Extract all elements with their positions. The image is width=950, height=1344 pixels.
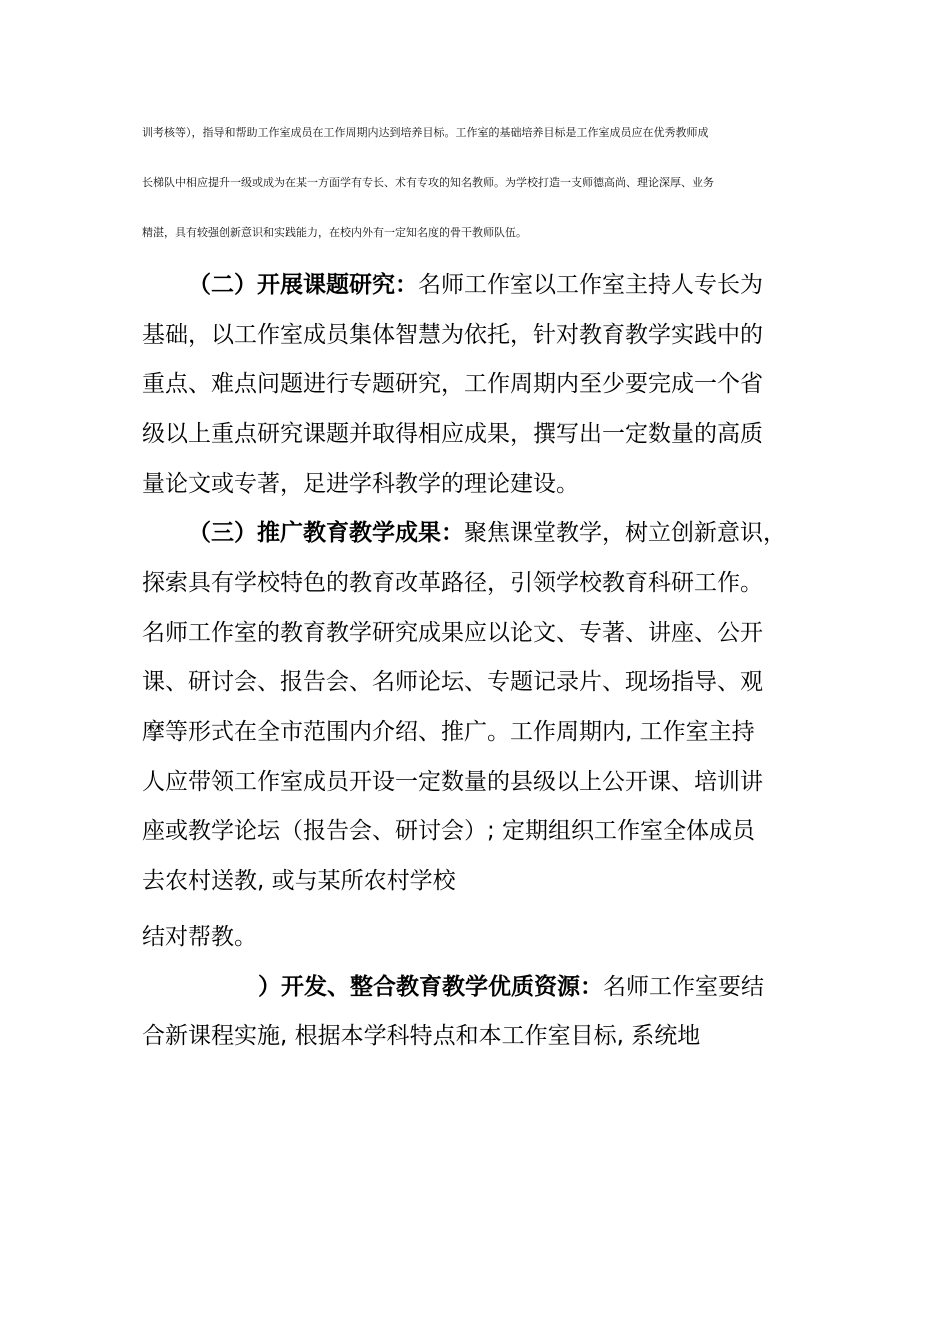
section-2-first-line (188, 270, 763, 300)
section-2-heading: （二）开展课题研究： (188, 272, 418, 298)
section-4-line-1: 名师工作室要结 (603, 974, 764, 1000)
section-3-line-4: 课、研讨会、报告会、名师论坛、专题记录片、现场指导、观 (142, 669, 763, 695)
section-3-line-2: 探索具有学校特色的教育改革路径，引领学校教育科研工作。 (142, 570, 763, 596)
section-3-line-3: 名师工作室的教育教学研究成果应以论文、专著、讲座、公开 (142, 620, 763, 646)
section-2-line-2: 基础，以工作室成员集体智慧为依托，针对教育教学实践中的 (142, 322, 763, 348)
section-2-line-4: 级以上重点研究课题并取得相应成果，撰写出一定数量的高质 (142, 421, 763, 447)
section-4-heading: ）开发、整合教育教学优质资源： (258, 974, 603, 1000)
small-paragraph-line-1: 训考核等），指导和帮助工作室成员在工作周期内达到培养目标。工作室的基础培养目标是工作室成员应在优秀教师成 (142, 126, 709, 139)
section-3-line-6: 人应带领工作室成员开设一定数量的县级以上公开课、培训讲 (142, 769, 763, 795)
section-3-heading: （三）推广教育教学成果： (188, 520, 464, 546)
section-3-line-1: 聚焦课堂教学，树立创新意识， (464, 520, 786, 546)
section-3-line-8: 去农村送教, 或与某所农村学校 (142, 868, 456, 894)
section-2-line-3: 重点、难点问题进行专题研究，工作周期内至少要完成一个省 (142, 371, 763, 397)
section-4-line-2: 合新课程实施, 根据本学科特点和本工作室目标, 系统地 (142, 1023, 701, 1049)
section-3-first-line (188, 518, 786, 548)
section-3-line-7: 座或教学论坛（报告会、研讨会）; 定期组织工作室全体成员 (142, 818, 756, 844)
section-2-line-5: 量论文或专著，足进学科教学的理论建设。 (142, 471, 579, 497)
section-3-line-5: 摩等形式在全市范围内介绍、推广。工作周期内, 工作室主持 (142, 719, 755, 745)
small-paragraph-line-2: 长梯队中相应提升一级或成为在某一方面学有专长、术有专攻的知名教师。为学校打造一支师德高尚、理论深厚、业务 (142, 176, 714, 189)
section-3-line-9: 结对帮教。 (142, 924, 257, 950)
section-2-line-1: 名师工作室以工作室主持人专长为 (418, 272, 763, 298)
section-4-first-line (258, 972, 764, 1002)
small-paragraph-line-3: 精湛，具有较强创新意识和实践能力，在校内外有一定知名度的骨干教师队伍。 (142, 226, 527, 239)
